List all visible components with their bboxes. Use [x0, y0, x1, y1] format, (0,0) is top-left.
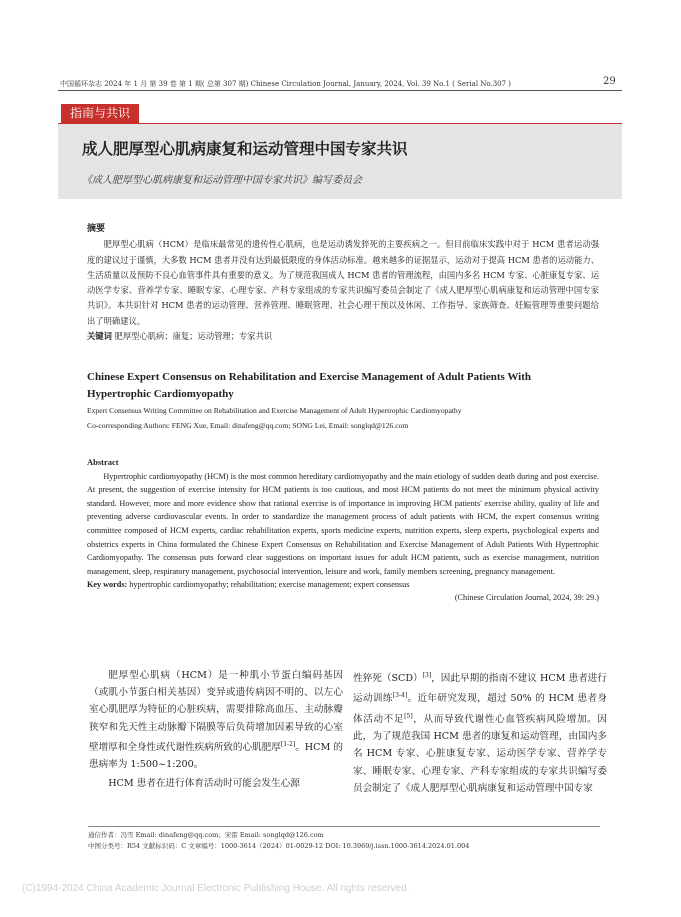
title-band: [58, 124, 622, 199]
english-keywords-text: hypertrophic cardiomyopathy; rehabilitation; exercise management; expert consensus: [129, 580, 410, 590]
chinese-abstract: [87, 222, 599, 344]
chinese-abstract-text: 肥厚型心肌病（HCM）是临床最常见的遗传性心肌病，也是运动诱发猝死的主要疾病之一。但目前临床实践中对于 HCM 患者运动强度的建议过于谨慎，大多数 HCM 患者并没有达到最低限度的身体活动标准。越来越多的证据显示，运动对于提高 HCM 患者的运动能力、生活质量以及预防不良心血管事件具有重要的意义。为了规范我国成人 HCM 患者的管理流程，由国内多名 HCM 专家、心脏康复专家、运动医学专家、营养学专家、睡眠专家、心理专家、产科专家组成的专家共识编写委员会制定了《成人肥厚型心肌病康复和运动管理中国专家共识》。本共识针对 HCM 患者的运动管理、营养管理、睡眠管理、社会心理干预以及休闲、工作指导、家族筛查、妊娠管理等重要问题给出了明确建议。: [87, 239, 599, 326]
footnote-classification: 中图分类号：R54 文献标识码：C 文章编号：1000-3614（2024）01-0029-12 DOI: 10.3969/j.issn.1000-3614.2024.01.004: [88, 842, 470, 850]
footnote-rule: [88, 826, 600, 827]
body-paragraph: 肥厚型心肌病（HCM）是一种肌小节蛋白编码基因（或肌小节蛋白相关基因）变异或遗传病因不明的、以左心室心肌肥厚为特征的心脏疾病，需要排除高血压、主动脉瓣狭窄和先天性主动脉瓣下隔膜等后负荷增加因素导致的心室壁增厚和全身性或代谢性疾病所致的心肌肥厚[1-2]。HCM 的患病率为 1:500~1:200。: [89, 670, 343, 771]
body-paragraph: 性猝死（SCD）[3]，因此早期的指南不建议 HCM 患者进行运动训练[3-4]。近年研究发现，超过 50% 的 HCM 患者身体活动不足[5]，从而导致代谢性心血管疾病风险增加。因此，为了规范我国 HCM 患者的康复和运动管理，由国内多名 HCM 专家、心脏康复专家、运动医学专家、营养学专家、睡眠专家、心理专家、产科专家组成的专家共识编写委员会制定了《成人肥厚型心肌病康复和运动管理中国专家: [353, 672, 608, 794]
chinese-committee: 《成人肥厚型心肌病康复和运动管理中国专家共识》编写委员会: [82, 175, 362, 186]
chinese-keywords-text: 肥厚型心肌病；康复；运动管理；专家共识: [114, 331, 273, 342]
english-abstract-label: Abstract: [87, 457, 119, 467]
english-keywords: [87, 578, 599, 591]
copyright-watermark: (C)1994-2024 China Academic Journal Electronic Publishing House. All rights reserved.: [22, 883, 410, 894]
chinese-title: 成人肥厚型心肌病康复和运动管理中国专家共识: [82, 140, 408, 158]
english-abstract-text: Hypertrophic cardiomyopathy (HCM) is the most common hereditary cardiomyopathy and the main etiology of sudden death during and post exercise. At present, the suggestion of exercise intensity for HCM patients is too cautious, and most HCM patients do not meet the minimum physical activity standard. However, more and more evidence show that rational exercise is of importance in improving HCM patients' exercise ability, quality of life and preventing adverse cardiovascular events. In order to standardize the management process of adult patients with HCM, the expert consensus writing committee composed of HCM experts, cardiac rehabilitation experts, sports medicine experts, nutrition experts, sleep experts, psychological experts and obstetrics experts in China formulated the Chinese Expert Consensus on Rehabilitation and Exercise Management of Adult Patients With Hypertrophic Cardiomyopathy. The consensus puts forward clear suggestions on important issues for adult HCM patients, such as exercise management, nutrition management, sleep, respiratory management, psychosocial intervention, leisure and work, family members screening, pregnancy management.: [87, 471, 599, 576]
running-header: 中国循环杂志 2024 年 1 月 第 39 卷 第 1 期( 总第 307 期) Chinese Circulation Journal, January, 2024, Vol. 39 No.1 ( Serial No.307 ): [60, 80, 512, 88]
citation: (Chinese Circulation Journal, 2024, 39: 29.): [454, 593, 599, 603]
footnote-correspondence: 通信作者：冯雪 Email: dinafeng@qq.com；宋雷 Email: songlqd@126.com: [88, 831, 324, 839]
chinese-keywords: [87, 329, 599, 344]
chinese-abstract-label: 摘要: [87, 224, 106, 234]
reference: [1-2]: [280, 740, 296, 748]
english-corresponding: Co-corresponding Authors: FENG Xue, Email: dinafeng@qq.com; SONG Lei, Email: songlqd@126.com: [87, 421, 409, 430]
body-left-column: [89, 667, 343, 793]
english-keywords-label: Key words:: [87, 580, 128, 590]
body-right-column: [353, 667, 607, 797]
reference: [5]: [404, 712, 413, 720]
english-title: Chinese Expert Consensus on Rehabilitation and Exercise Management of Adult Patients With Hypertrophic Cardiomyopathy: [87, 371, 532, 400]
header-rule: [58, 90, 622, 91]
body-paragraph: HCM 患者在进行体育活动时可能会发生心源: [108, 778, 300, 790]
section-tag: 指南与共识: [61, 104, 139, 123]
english-committee: Expert Consensus Writing Committee on Rehabilitation and Exercise Management of Adult Hypertrophic Cardiomyopathy: [87, 406, 462, 415]
english-abstract: [87, 456, 599, 604]
reference: [3-4]: [392, 692, 408, 700]
chinese-keywords-label: 关键词: [87, 331, 112, 342]
page-number: 29: [603, 76, 616, 87]
reference: [3]: [422, 672, 432, 679]
